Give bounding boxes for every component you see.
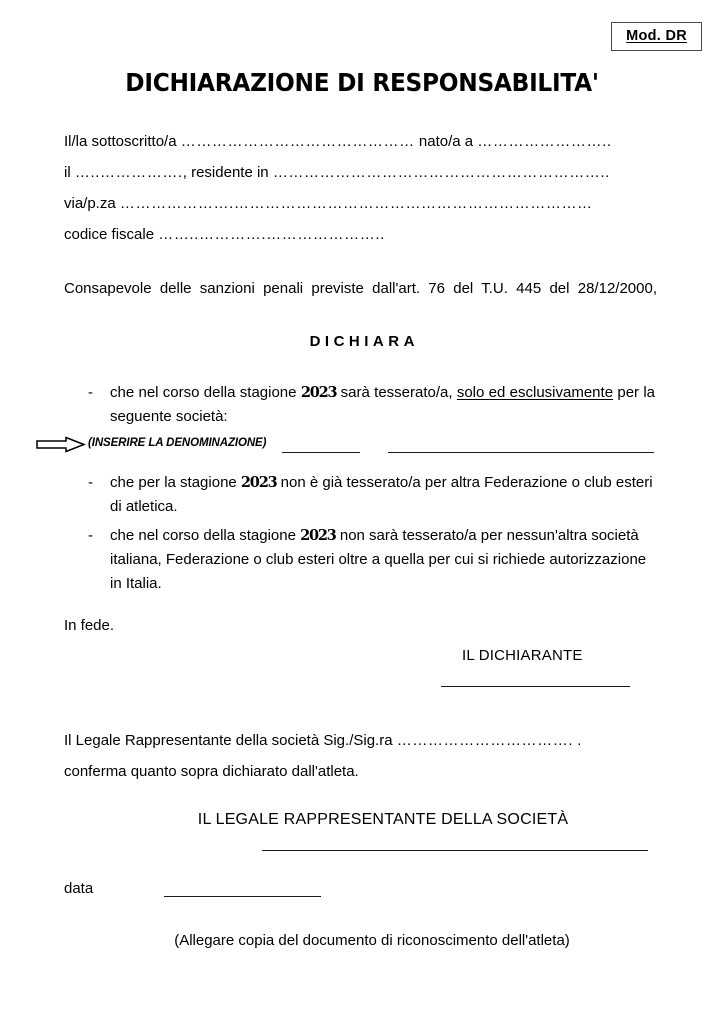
blank-line-via: ………………….…………………………………………………………… xyxy=(119,195,593,212)
legal-representative-block xyxy=(64,732,664,794)
footer-note: (Allegare copia del documento di riconoscimento dell'atleta) xyxy=(174,932,570,949)
list-item xyxy=(88,471,658,519)
legal-rep-row-conferma: conferma quanto sopra dichiarato dall'atleta. xyxy=(64,763,359,780)
list-item xyxy=(88,381,655,429)
bullet-text-part: non sarà tesserato/a per nessun'altra società italiana, Federazione o club esteri oltre a quella per cui si richiede autorizzazione in Italia. xyxy=(110,527,647,592)
blank-line-data-nascita: …..……………. xyxy=(74,164,183,181)
legal-rep-row-trailing-period: . xyxy=(573,732,582,749)
in-fede-label: In fede. xyxy=(64,617,115,634)
declarant-label: IL DICHIARANTE xyxy=(462,647,583,664)
bullet-text-part: non è già tesserato/a per altra Federazione o club esteri di atletica. xyxy=(110,474,653,515)
denominazione-row xyxy=(36,432,676,458)
bullet-dash: - xyxy=(88,474,93,491)
bullet-dash: - xyxy=(88,384,93,401)
field-row-residenza xyxy=(64,164,664,195)
field-row-via xyxy=(64,195,664,226)
label-legale-rappresentante: Il Legale Rappresentante della società Sig./Sig.ra xyxy=(64,732,397,749)
blank-line-luogo-nascita: …………………….. xyxy=(477,133,612,150)
label-residente-in: , residente in xyxy=(182,164,273,181)
date-field xyxy=(64,880,93,897)
legal-representative-signature-line[interactable] xyxy=(262,850,648,851)
dichiara-heading: DICHIARA xyxy=(309,333,419,350)
label-sottoscritto: Il/la sottoscritto/a xyxy=(64,133,181,150)
blank-line-codice-fiscale: ……..………….………………….. xyxy=(158,226,385,243)
field-row-codice-fiscale xyxy=(64,226,664,257)
blank-line-residenza: ……………………………………………………….. xyxy=(272,164,610,181)
bullet-text xyxy=(110,471,658,519)
date-blank-line[interactable] xyxy=(164,896,321,897)
consapevole-paragraph: Consapevole delle sanzioni penali previste dall'art. 76 del T.U. 445 del 28/12/2000, xyxy=(64,280,657,297)
bullet-text-part: che nel corso della stagione xyxy=(110,527,301,544)
denominazione-hint-label: (INSERIRE LA DENOMINAZIONE) xyxy=(88,437,267,449)
declarant-signature-line[interactable] xyxy=(441,686,630,687)
season-year: 2023 xyxy=(300,527,336,544)
form-code-box xyxy=(611,22,702,51)
legal-representative-signature-label: IL LEGALE RAPPRESENTANTE DELLA SOCIETÀ xyxy=(197,811,569,828)
bullet-text-part: che per la stagione xyxy=(110,474,241,491)
field-row-sottoscritto xyxy=(64,133,664,164)
legal-rep-row-nome xyxy=(64,732,664,763)
identity-fields xyxy=(64,133,664,257)
season-year: 2023 xyxy=(240,474,277,491)
blank-line-nome: ……………………………………… xyxy=(180,133,415,150)
bullet-text xyxy=(110,524,656,596)
blank-line-legale-rappresentante: ……………………………. xyxy=(396,732,574,749)
label-nato-a: nato/a a xyxy=(414,133,478,150)
label-il: il xyxy=(64,164,75,181)
bullet-text-part: sarà tesserato/a, xyxy=(336,384,457,401)
bullet-text-part: che nel corso della stagione xyxy=(110,384,301,401)
denominazione-blank-line-2[interactable] xyxy=(388,452,654,453)
label-via: via/p.za xyxy=(64,195,120,212)
list-item xyxy=(88,524,656,596)
date-label: data xyxy=(64,880,94,897)
bullet-text xyxy=(110,381,655,429)
denominazione-blank-line-1[interactable] xyxy=(282,452,360,453)
bullet-dash: - xyxy=(88,527,93,544)
right-block-arrow-icon xyxy=(36,436,86,458)
season-year: 2023 xyxy=(300,384,337,401)
emphasis-solo-ed-esclusivamente: solo ed esclusivamente xyxy=(456,384,614,401)
label-codice-fiscale: codice fiscale xyxy=(64,226,159,243)
form-code-label: Mod. DR xyxy=(626,28,687,44)
page-title: DICHIARAZIONE DI RESPONSABILITA' xyxy=(125,68,599,97)
bullet-text-part: per la seguente società: xyxy=(110,384,656,425)
